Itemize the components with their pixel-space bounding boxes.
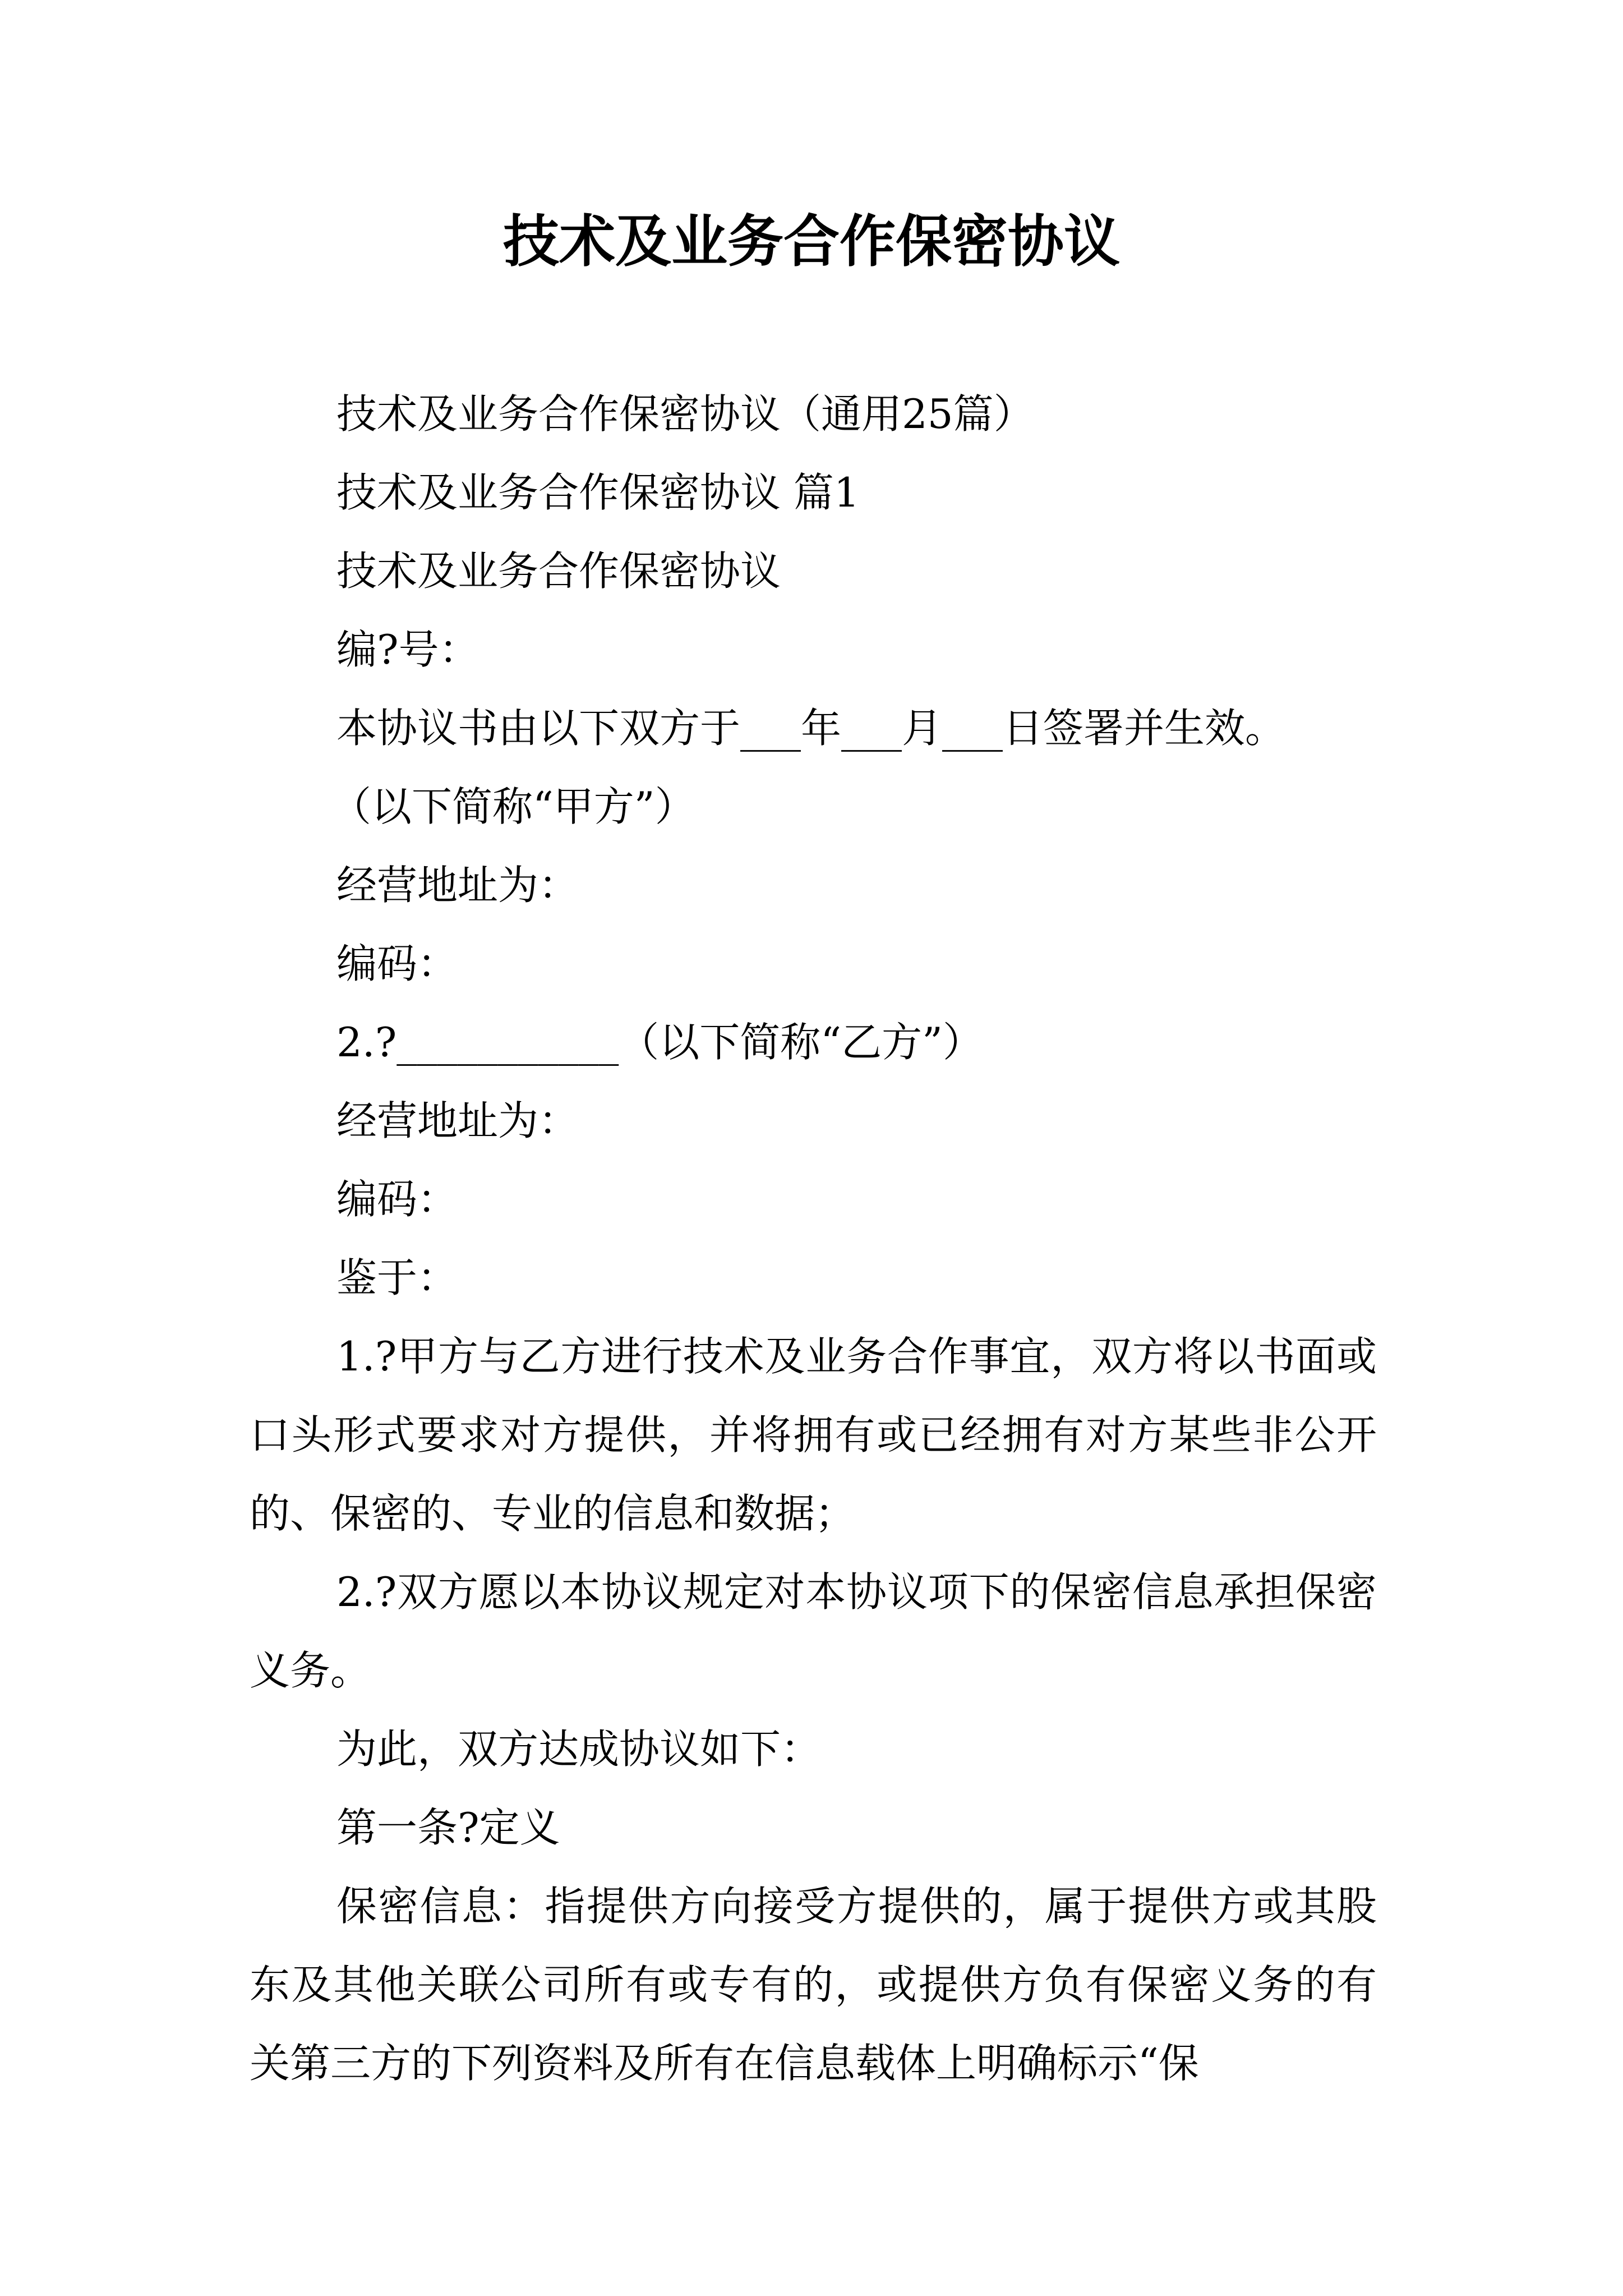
paragraph-party-b-code: 编码： <box>336 1176 458 1223</box>
paragraph-party-a: （以下简称“甲方”） <box>331 783 695 830</box>
paragraph-article-1-heading: 第一条?定义 <box>336 1804 560 1851</box>
paragraph-serial-number: 编?号： <box>336 626 479 673</box>
document-title: 技术及业务合作保密协议 <box>503 208 1120 274</box>
paragraph-confidential-info-definition: 保密信息：指提供方向接受方提供的，属于提供方或其股东及其他关联公司所有或专有的，或提供方负有保密义务的有关第三方的下列资料及所有在信息载体上明确标示“保 <box>250 1883 1377 2087</box>
paragraph-whereas: 鉴于： <box>336 1254 458 1301</box>
paragraph-whereas-1: 1.?甲方与乙方进行技术及业务合作事宜，双方将以书面或口头形式要求对方提供，并将拥有或已经拥有对方某些非公开的、保密的、专业的信息和数据； <box>250 1333 1377 1537</box>
paragraph-party-a-code: 编码： <box>336 940 458 987</box>
paragraph-party-a-address: 经营地址为： <box>336 862 579 909</box>
paragraph-section-heading: 技术及业务合作保密协议 篇1 <box>336 469 860 516</box>
document-body <box>250 375 1377 2102</box>
paragraph-subtitle: 技术及业务合作保密协议（通用25篇） <box>336 390 1034 438</box>
paragraph-party-b: 2.?___________（以下简称“乙方”） <box>336 1019 983 1066</box>
paragraph-party-b-address: 经营地址为： <box>336 1097 579 1144</box>
paragraph-signing-date: 本协议书由以下双方于___年___月___日签署并生效。 <box>336 705 1286 752</box>
paragraph-agreement-name: 技术及业务合作保密协议 <box>336 547 781 595</box>
paragraph-agreement-intro: 为此，双方达成协议如下： <box>336 1726 822 1773</box>
paragraph-whereas-2: 2.?双方愿以本协议规定对本协议项下的保密信息承担保密义务。 <box>250 1568 1377 1694</box>
